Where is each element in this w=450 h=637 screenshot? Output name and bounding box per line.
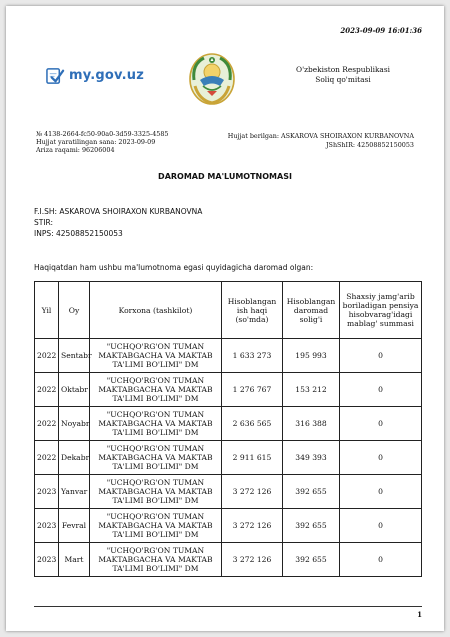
table-row bbox=[35, 407, 422, 441]
check-icon bbox=[46, 66, 65, 85]
cell-pension: 0 bbox=[340, 475, 422, 509]
cell-month: Sentabr bbox=[59, 339, 90, 373]
logo-text: my.gov.uz bbox=[69, 68, 144, 83]
cell-tax: 392 655 bbox=[283, 543, 340, 577]
cell-salary: 1 276 767 bbox=[222, 373, 283, 407]
pinfl: JShShIR: 42508852150053 bbox=[326, 140, 414, 149]
person-info bbox=[34, 206, 202, 239]
header-month: Oy bbox=[59, 282, 90, 339]
footer-divider bbox=[34, 606, 422, 607]
table-row bbox=[35, 509, 422, 543]
cell-organization: "UCHQO'RG'ON TUMAN MAKTABGACHA VA MAKTAB TA'LIMI BO'LIMI" DM bbox=[90, 441, 222, 475]
header-organization: Korxona (tashkilot) bbox=[90, 282, 222, 339]
person-stir: STIR: bbox=[34, 218, 54, 227]
cell-tax: 392 655 bbox=[283, 509, 340, 543]
cell-month: Yanvar bbox=[59, 475, 90, 509]
cell-month: Mart bbox=[59, 543, 90, 577]
cell-month: Dekabr bbox=[59, 441, 90, 475]
header-tax: Hisoblangan daromad solig'i bbox=[283, 282, 340, 339]
cell-tax: 195 993 bbox=[283, 339, 340, 373]
table-row bbox=[35, 373, 422, 407]
cell-pension: 0 bbox=[340, 339, 422, 373]
header-salary: Hisoblangan ish haqi (so'mda) bbox=[222, 282, 283, 339]
cell-month: Noyabr bbox=[59, 407, 90, 441]
timestamp: 2023-09-09 16:01:36 bbox=[340, 26, 422, 35]
cell-organization: "UCHQO'RG'ON TUMAN MAKTABGACHA VA MAKTAB TA'LIMI BO'LIMI" DM bbox=[90, 407, 222, 441]
cell-month: Oktabr bbox=[59, 373, 90, 407]
cell-salary: 2 636 565 bbox=[222, 407, 283, 441]
income-table bbox=[34, 281, 422, 577]
cell-tax: 392 655 bbox=[283, 475, 340, 509]
document-page bbox=[6, 6, 444, 631]
table-row bbox=[35, 475, 422, 509]
issue-date: Hujjat yaratilingan sana: 2023-09-09 bbox=[36, 138, 156, 146]
cell-year: 2023 bbox=[35, 543, 59, 577]
cell-year: 2022 bbox=[35, 407, 59, 441]
cell-year: 2022 bbox=[35, 373, 59, 407]
cell-year: 2022 bbox=[35, 339, 59, 373]
issued-to: Hujjat berilgan: ASKAROVA SHOIRAXON KURBANOVNA bbox=[227, 132, 414, 140]
table-row bbox=[35, 441, 422, 475]
authority-country: O'zbekiston Respublikasi bbox=[296, 65, 390, 74]
table-row bbox=[35, 543, 422, 577]
cell-organization: "UCHQO'RG'ON TUMAN MAKTABGACHA VA MAKTAB TA'LIMI BO'LIMI" DM bbox=[90, 339, 222, 373]
cell-pension: 0 bbox=[340, 407, 422, 441]
intro-text: Haqiqatdan ham ushbu ma'lumotnoma egasi quyidagicha daromad olgan: bbox=[34, 263, 314, 272]
issuing-authority bbox=[296, 65, 390, 85]
cell-organization: "UCHQO'RG'ON TUMAN MAKTABGACHA VA MAKTAB TA'LIMI BO'LIMI" DM bbox=[90, 373, 222, 407]
cell-salary: 3 272 126 bbox=[222, 509, 283, 543]
cell-salary: 2 911 615 bbox=[222, 441, 283, 475]
authority-committee: Soliq qo'mitasi bbox=[315, 75, 371, 84]
cell-salary: 3 272 126 bbox=[222, 475, 283, 509]
cell-organization: "UCHQO'RG'ON TUMAN MAKTABGACHA VA MAKTAB TA'LIMI BO'LIMI" DM bbox=[90, 509, 222, 543]
cell-pension: 0 bbox=[340, 509, 422, 543]
request-number: Ariza raqami: 96206004 bbox=[36, 146, 115, 154]
person-fullname: F.I.SH: ASKAROVA SHOIRAXON KURBANOVNA bbox=[34, 207, 203, 216]
cell-year: 2023 bbox=[35, 509, 59, 543]
header-pension: Shaxsiy jamg'arib boriladigan pensiya hisobvarag'idagi mablag' summasi bbox=[340, 282, 422, 339]
cell-tax: 349 393 bbox=[283, 441, 340, 475]
document-number: № 4138-2664-fc50-90a0-3d59-3325-4585 bbox=[36, 130, 169, 138]
page-number: 1 bbox=[417, 610, 422, 619]
cell-salary: 1 633 273 bbox=[222, 339, 283, 373]
cell-organization: "UCHQO'RG'ON TUMAN MAKTABGACHA VA MAKTAB TA'LIMI BO'LIMI" DM bbox=[90, 543, 222, 577]
cell-tax: 316 388 bbox=[283, 407, 340, 441]
cell-month: Fevral bbox=[59, 509, 90, 543]
recipient-meta bbox=[228, 132, 414, 149]
header-year: Yil bbox=[35, 282, 59, 339]
cell-organization: "UCHQO'RG'ON TUMAN MAKTABGACHA VA MAKTAB TA'LIMI BO'LIMI" DM bbox=[90, 475, 222, 509]
cell-year: 2023 bbox=[35, 475, 59, 509]
person-inps: INPS: 42508852150053 bbox=[34, 229, 123, 238]
cell-year: 2022 bbox=[35, 441, 59, 475]
state-emblem-icon bbox=[185, 50, 239, 108]
mygov-logo[interactable] bbox=[46, 66, 144, 85]
cell-salary: 3 272 126 bbox=[222, 543, 283, 577]
cell-pension: 0 bbox=[340, 441, 422, 475]
table-header-row bbox=[35, 282, 422, 339]
cell-pension: 0 bbox=[340, 373, 422, 407]
cell-pension: 0 bbox=[340, 543, 422, 577]
document-title: DAROMAD MA'LUMOTNOMASI bbox=[158, 172, 292, 181]
document-meta bbox=[36, 130, 168, 154]
cell-tax: 153 212 bbox=[283, 373, 340, 407]
table-row bbox=[35, 339, 422, 373]
